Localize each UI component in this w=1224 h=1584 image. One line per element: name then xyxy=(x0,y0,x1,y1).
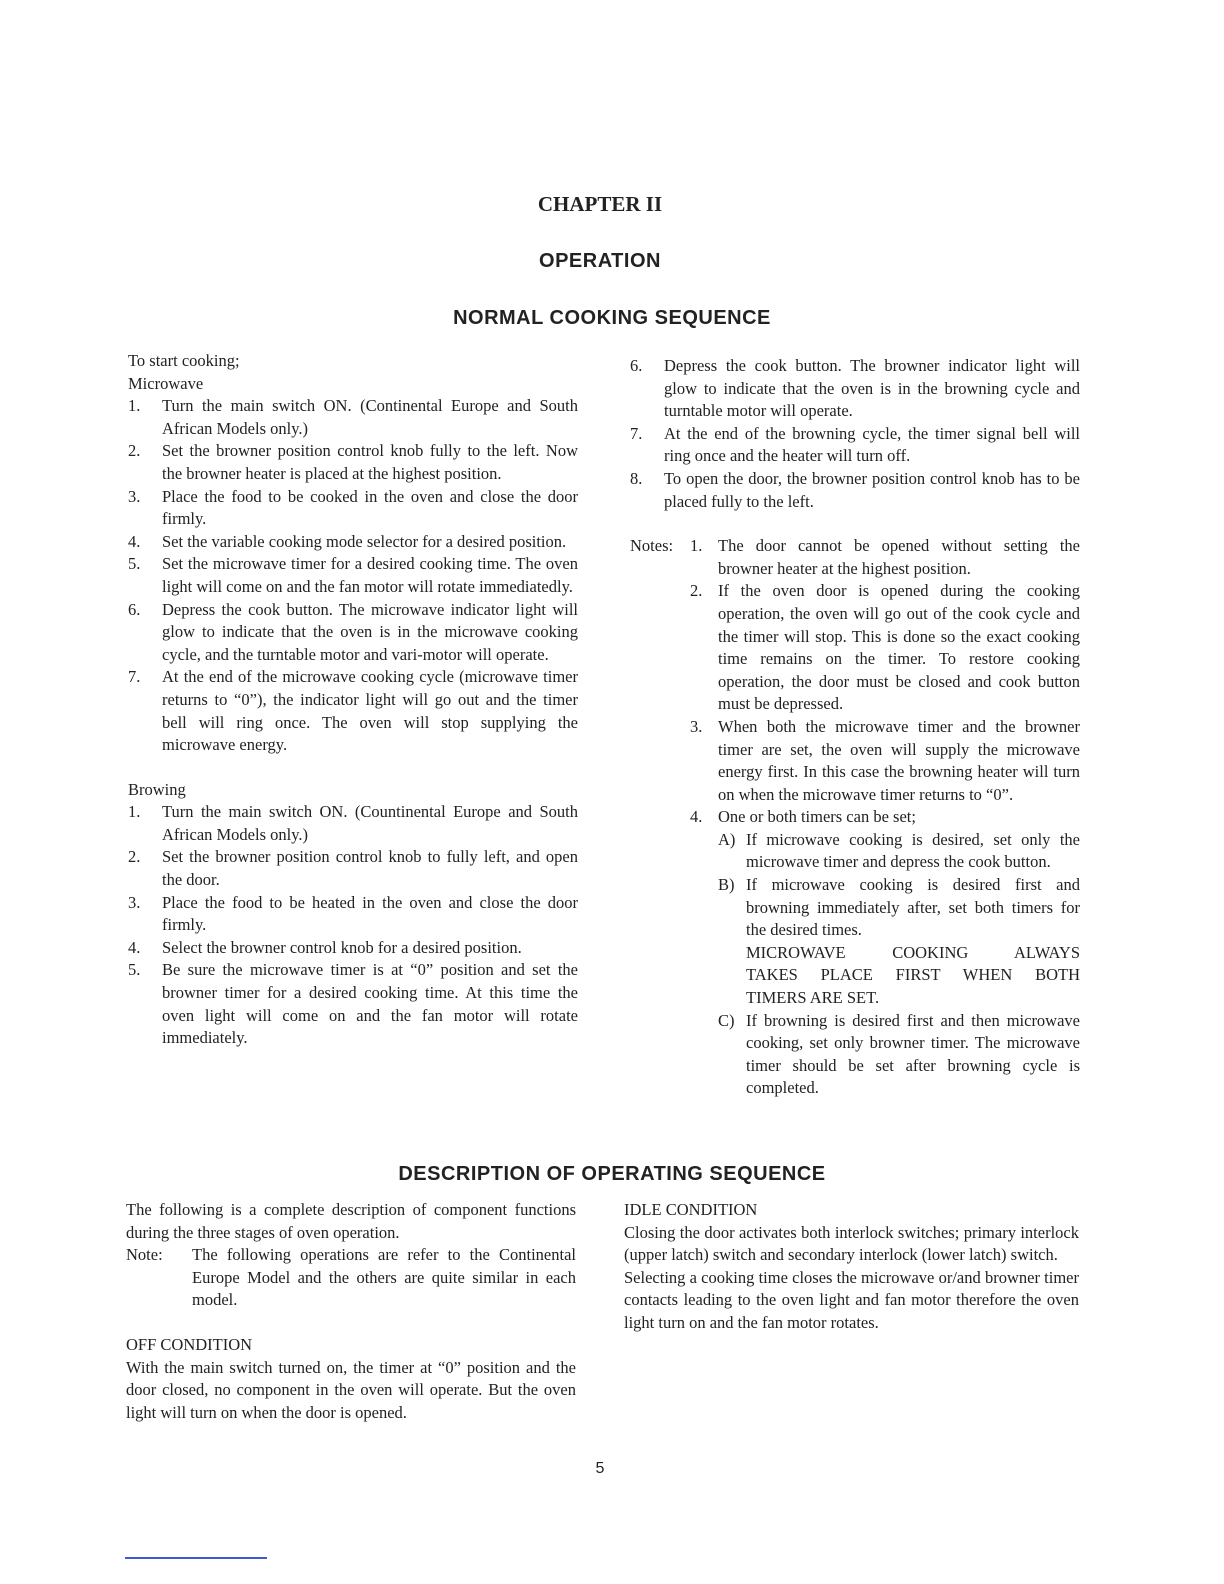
list-item: 8. To open the door, the browner position control knob has to be placed fully to the left. xyxy=(630,468,1080,511)
browing-label: Browing xyxy=(128,779,186,799)
note-item: 2. If the oven door is opened during the cooking operation, the oven will go out of the cook cycle and the timer will stop. This is done so the exact cooking time remains on the timer. To restore cooking operation, the door must be closed and cook button must be depressed. xyxy=(690,581,1080,714)
right-column xyxy=(630,355,1080,1100)
page-number: 5 xyxy=(595,1460,605,1477)
list-item: 1. Turn the main switch ON. (Countinental Europe and South African Models only.) xyxy=(128,802,578,844)
notes-label: Notes: xyxy=(630,536,674,556)
off-condition-title: OFF CONDITION xyxy=(126,1334,253,1354)
off-condition-text: With the main switch turned on, the timer at “0” position and the door closed, no component in the oven will operate. But the oven light will turn on when the door is opened. xyxy=(126,1357,576,1422)
bottom-left-column xyxy=(126,1199,576,1424)
caps-line: TIMERS ARE SET. xyxy=(746,988,880,1008)
caps-line: MICROWAVE COOKING ALWAYS xyxy=(746,942,1080,962)
note-item: 1. The door cannot be opened without setting the browner heater at the highest position. xyxy=(690,536,1080,578)
left-column xyxy=(128,350,578,1050)
intro-text: To start cooking; xyxy=(128,351,240,370)
desc-intro: The following is a complete description of component functions during the three stages of oven operation. xyxy=(126,1200,576,1242)
list-item: 2. Set the browner position control knob to fully left, and open the door. xyxy=(128,847,578,890)
note-item: 3. When both the microwave timer and the browner timer are set, the oven will supply the microwave energy first. In this case the browning heater will turn on when the microwave timer returns to “0”. xyxy=(690,716,1080,804)
notes-block xyxy=(630,535,1080,580)
list-item: 4. Select the browner control knob for a desired position. xyxy=(128,937,522,957)
list-item: 6. Depress the cook button. The browner indicator light will glow to indicate that the oven is in the browning cycle and turntable motor will operate. xyxy=(630,356,1080,421)
idle-condition-title: IDLE CONDITION xyxy=(624,1200,758,1219)
normal-sequence-heading: NORMAL COOKING SEQUENCE xyxy=(453,307,771,329)
description-heading: DESCRIPTION OF OPERATING SEQUENCE xyxy=(398,1163,826,1185)
bottom-right-column xyxy=(624,1199,1079,1335)
footer-line xyxy=(125,1557,267,1559)
list-item: 4. Set the variable cooking mode selector for a desired position. xyxy=(128,531,567,551)
list-item: 5. Set the microwave timer for a desired cooking time. The oven light will come on and the fan motor will rotate immediatedly. xyxy=(128,554,578,596)
list-item: 3. Place the food to be heated in the oven and close the door firmly. xyxy=(128,892,578,935)
subnote-item: A) If microwave cooking is desired, set only the microwave timer and depress the cook button. xyxy=(718,829,1080,872)
list-item: 2. Set the browner position control knob fully to the left. Now the browner heater is placed at the highest position. xyxy=(128,441,578,483)
idle-condition-p2: Selecting a cooking time closes the microwave or/and browner timer contacts leading to the oven light and fan motor therefore the oven light turn on and the fan motor rotates. xyxy=(624,1267,1079,1332)
operation-title: OPERATION xyxy=(539,250,661,272)
caps-line: TAKES PLACE FIRST WHEN BOTH xyxy=(746,965,1080,985)
list-item: 7. At the end of the browning cycle, the timer signal bell will ring once and the heater will turn off. xyxy=(630,423,1080,466)
list-item: 1. Turn the main switch ON. (Continental Europe and South African Models only.) xyxy=(128,396,578,438)
microwave-label: Microwave xyxy=(128,373,204,393)
list-item: 6. Depress the cook button. The microwave indicator light will glow to indicate that the oven is in the microwave cooking cycle, and the turntable motor and vari-motor will operate. xyxy=(128,599,578,664)
note-block: Note: The following operations are refer to the Continental Europe Model and the others are quite similar in each model. xyxy=(126,1245,576,1310)
idle-condition-p1: Closing the door activates both interlock switches; primary interlock (upper latch) switch and secondary interlock (lower latch) switch. xyxy=(624,1222,1079,1265)
list-item: 7. At the end of the microwave cooking cycle (microwave timer returns to “0”), the indicator light will go out and the timer bell will ring once. The oven will stop supplying the microwave energy. xyxy=(128,667,578,755)
chapter-title: CHAPTER II xyxy=(537,192,663,216)
subnote-item: B) If microwave cooking is desired first and browning immediately after, set both timers for the desired times. MICROWAVE COOKING ALWAYS TAKES PLACE FIRST WHEN BOTH TIMERS ARE SET. xyxy=(718,874,1080,1010)
list-item: 5. Be sure the microwave timer is at “0” position and set the browner timer for a desired cooking time. At this time the oven light will come on and the fan motor will rotate immediately. xyxy=(128,960,578,1048)
note-item: 4. One or both timers can be set; xyxy=(690,807,916,827)
list-item: 3. Place the food to be cooked in the oven and close the door firmly. xyxy=(128,486,578,529)
subnote-item: C) If browning is desired first and then microwave cooking, set only browner timer. The microwave timer should be set after browning cycle is completed. xyxy=(718,1010,1080,1098)
